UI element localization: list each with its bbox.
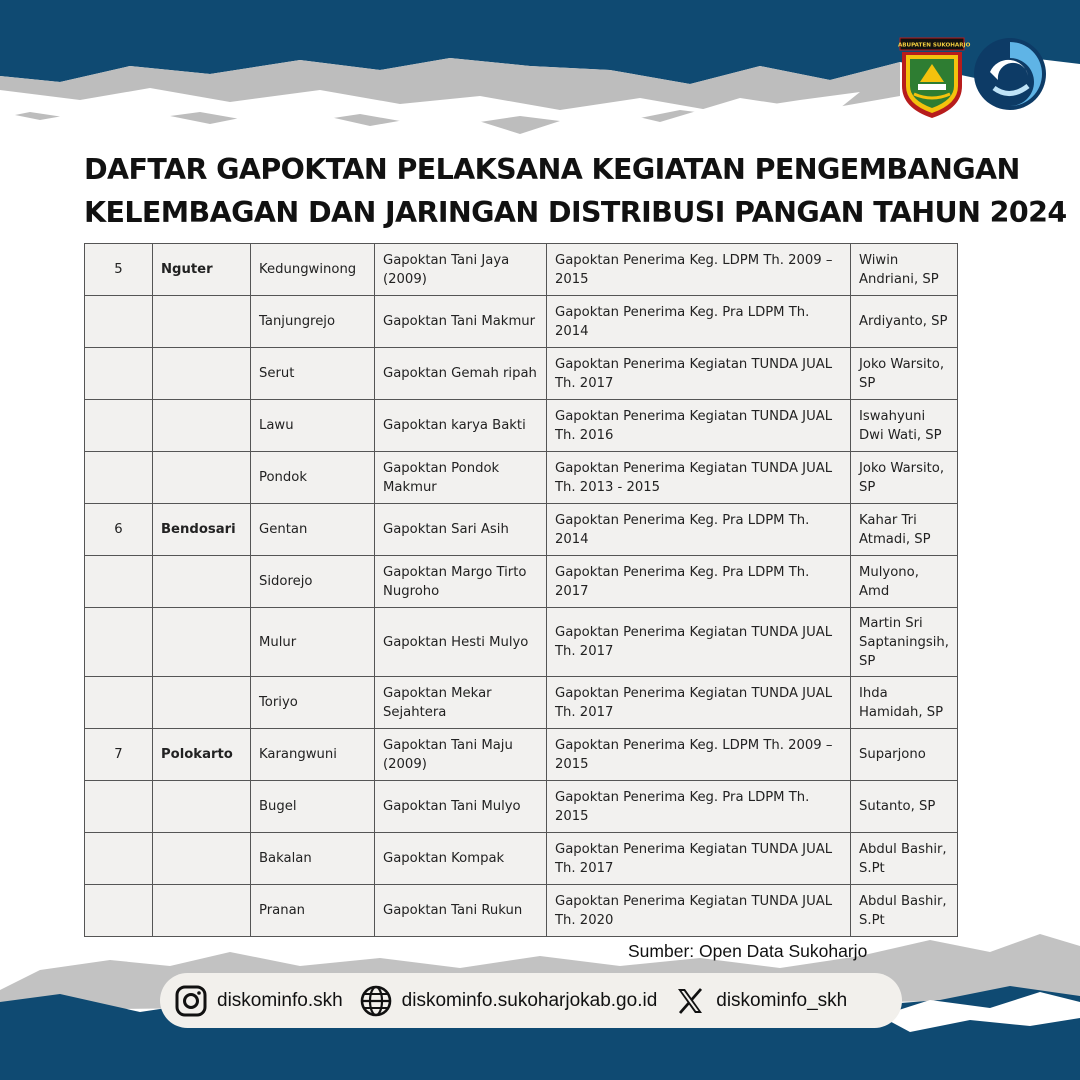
desa-cell: Pranan bbox=[251, 885, 375, 937]
kecamatan-cell: Bendosari bbox=[153, 504, 251, 556]
keterangan-cell: Gapoktan Penerima Keg. Pra LDPM Th. 2017 bbox=[547, 556, 851, 608]
row-number-cell bbox=[85, 608, 153, 677]
table-row bbox=[85, 608, 958, 677]
website-link[interactable] bbox=[359, 984, 658, 1018]
kecamatan-cell bbox=[153, 677, 251, 729]
keterangan-cell: Gapoktan Penerima Keg. Pra LDPM Th. 2014 bbox=[547, 504, 851, 556]
globe-icon bbox=[359, 984, 393, 1018]
kecamatan-cell bbox=[153, 608, 251, 677]
table-row bbox=[85, 781, 958, 833]
table-row bbox=[85, 296, 958, 348]
kecamatan-cell: Nguter bbox=[153, 244, 251, 296]
gapoktan-cell: Gapoktan Sari Asih bbox=[375, 504, 547, 556]
row-number-cell: 7 bbox=[85, 729, 153, 781]
x-icon bbox=[673, 984, 707, 1018]
title-line-2: KELEMBAGAN DAN JARINGAN DISTRIBUSI PANGAN TAHUN 2024 bbox=[84, 196, 1067, 229]
keterangan-cell: Gapoktan Penerima Keg. LDPM Th. 2009 – 2015 bbox=[547, 729, 851, 781]
keterangan-cell: Gapoktan Penerima Kegiatan TUNDA JUAL Th. 2020 bbox=[547, 885, 851, 937]
kecamatan-cell bbox=[153, 833, 251, 885]
kecamatan-cell bbox=[153, 452, 251, 504]
desa-cell: Bugel bbox=[251, 781, 375, 833]
row-number-cell bbox=[85, 400, 153, 452]
kecamatan-cell bbox=[153, 885, 251, 937]
instagram-link[interactable] bbox=[174, 984, 343, 1018]
table-body bbox=[85, 244, 958, 937]
penyuluh-cell: Joko Warsito, SP bbox=[851, 452, 958, 504]
gapoktan-cell: Gapoktan Hesti Mulyo bbox=[375, 608, 547, 677]
kabupaten-sukoharjo-crest bbox=[898, 38, 971, 118]
gapoktan-cell: Gapoktan Kompak bbox=[375, 833, 547, 885]
desa-cell: Bakalan bbox=[251, 833, 375, 885]
desa-cell: Gentan bbox=[251, 504, 375, 556]
kecamatan-cell bbox=[153, 400, 251, 452]
gapoktan-cell: Gapoktan Margo Tirto Nugroho bbox=[375, 556, 547, 608]
header-logos bbox=[898, 36, 1048, 122]
table-row bbox=[85, 452, 958, 504]
table-row bbox=[85, 677, 958, 729]
table-row bbox=[85, 729, 958, 781]
gapoktan-cell: Gapoktan Tani Mulyo bbox=[375, 781, 547, 833]
gapoktan-cell: Gapoktan Tani Jaya (2009) bbox=[375, 244, 547, 296]
kecamatan-cell bbox=[153, 781, 251, 833]
kominfo-logo bbox=[974, 38, 1046, 110]
keterangan-cell: Gapoktan Penerima Kegiatan TUNDA JUAL Th. 2013 - 2015 bbox=[547, 452, 851, 504]
gapoktan-cell: Gapoktan Tani Rukun bbox=[375, 885, 547, 937]
kecamatan-cell bbox=[153, 348, 251, 400]
keterangan-cell: Gapoktan Penerima Kegiatan TUNDA JUAL Th. 2017 bbox=[547, 608, 851, 677]
instagram-icon bbox=[174, 984, 208, 1018]
row-number-cell: 5 bbox=[85, 244, 153, 296]
keterangan-cell: Gapoktan Penerima Keg. Pra LDPM Th. 2015 bbox=[547, 781, 851, 833]
gapoktan-cell: Gapoktan Gemah ripah bbox=[375, 348, 547, 400]
table-row bbox=[85, 833, 958, 885]
table-row bbox=[85, 885, 958, 937]
keterangan-cell: Gapoktan Penerima Keg. Pra LDPM Th. 2014 bbox=[547, 296, 851, 348]
gapoktan-table bbox=[84, 243, 958, 937]
desa-cell: Serut bbox=[251, 348, 375, 400]
desa-cell: Sidorejo bbox=[251, 556, 375, 608]
row-number-cell bbox=[85, 781, 153, 833]
desa-cell: Toriyo bbox=[251, 677, 375, 729]
desa-cell: Mulur bbox=[251, 608, 375, 677]
instagram-handle: diskominfo.skh bbox=[217, 989, 343, 1011]
table-row bbox=[85, 244, 958, 296]
penyuluh-cell: Suparjono bbox=[851, 729, 958, 781]
gapoktan-cell: Gapoktan Tani Makmur bbox=[375, 296, 547, 348]
keterangan-cell: Gapoktan Penerima Kegiatan TUNDA JUAL Th. 2016 bbox=[547, 400, 851, 452]
x-handle: diskominfo_skh bbox=[716, 989, 848, 1011]
keterangan-cell: Gapoktan Penerima Kegiatan TUNDA JUAL Th. 2017 bbox=[547, 833, 851, 885]
penyuluh-cell: Martin Sri Saptaningsih, SP bbox=[851, 608, 958, 677]
penyuluh-cell: Kahar Tri Atmadi, SP bbox=[851, 504, 958, 556]
penyuluh-cell: Mulyono, Amd bbox=[851, 556, 958, 608]
table-row bbox=[85, 348, 958, 400]
source-note: Sumber: Open Data Sukoharjo bbox=[628, 941, 868, 961]
gapoktan-cell: Gapoktan Pondok Makmur bbox=[375, 452, 547, 504]
penyuluh-cell: Ardiyanto, SP bbox=[851, 296, 958, 348]
row-number-cell bbox=[85, 677, 153, 729]
penyuluh-cell: Ihda Hamidah, SP bbox=[851, 677, 958, 729]
penyuluh-cell: Joko Warsito, SP bbox=[851, 348, 958, 400]
row-number-cell bbox=[85, 556, 153, 608]
penyuluh-cell: Abdul Bashir, S.Pt bbox=[851, 833, 958, 885]
gapoktan-cell: Gapoktan Tani Maju (2009) bbox=[375, 729, 547, 781]
penyuluh-cell: Wiwin Andriani, SP bbox=[851, 244, 958, 296]
desa-cell: Lawu bbox=[251, 400, 375, 452]
gapoktan-cell: Gapoktan karya Bakti bbox=[375, 400, 547, 452]
website-url: diskominfo.sukoharjokab.go.id bbox=[401, 989, 658, 1011]
keterangan-cell: Gapoktan Penerima Kegiatan TUNDA JUAL Th. 2017 bbox=[547, 348, 851, 400]
x-link[interactable] bbox=[673, 984, 847, 1018]
kecamatan-cell: Polokarto bbox=[153, 729, 251, 781]
gapoktan-cell: Gapoktan Mekar Sejahtera bbox=[375, 677, 547, 729]
row-number-cell bbox=[85, 348, 153, 400]
row-number-cell bbox=[85, 452, 153, 504]
table-row bbox=[85, 556, 958, 608]
table-row bbox=[85, 400, 958, 452]
row-number-cell bbox=[85, 296, 153, 348]
kecamatan-cell bbox=[153, 296, 251, 348]
crest-banner-text: KABUPATEN SUKOHARJO bbox=[898, 42, 971, 49]
social-footer bbox=[160, 973, 902, 1028]
row-number-cell bbox=[85, 885, 153, 937]
row-number-cell bbox=[85, 833, 153, 885]
page-title bbox=[84, 148, 1067, 234]
desa-cell: Kedungwinong bbox=[251, 244, 375, 296]
kecamatan-cell bbox=[153, 556, 251, 608]
keterangan-cell: Gapoktan Penerima Kegiatan TUNDA JUAL Th. 2017 bbox=[547, 677, 851, 729]
penyuluh-cell: Abdul Bashir, S.Pt bbox=[851, 885, 958, 937]
title-line-1: DAFTAR GAPOKTAN PELAKSANA KEGIATAN PENGEMBANGAN bbox=[84, 153, 1020, 186]
keterangan-cell: Gapoktan Penerima Keg. LDPM Th. 2009 – 2015 bbox=[547, 244, 851, 296]
penyuluh-cell: Sutanto, SP bbox=[851, 781, 958, 833]
desa-cell: Karangwuni bbox=[251, 729, 375, 781]
table-row bbox=[85, 504, 958, 556]
desa-cell: Pondok bbox=[251, 452, 375, 504]
row-number-cell: 6 bbox=[85, 504, 153, 556]
desa-cell: Tanjungrejo bbox=[251, 296, 375, 348]
penyuluh-cell: Iswahyuni Dwi Wati, SP bbox=[851, 400, 958, 452]
